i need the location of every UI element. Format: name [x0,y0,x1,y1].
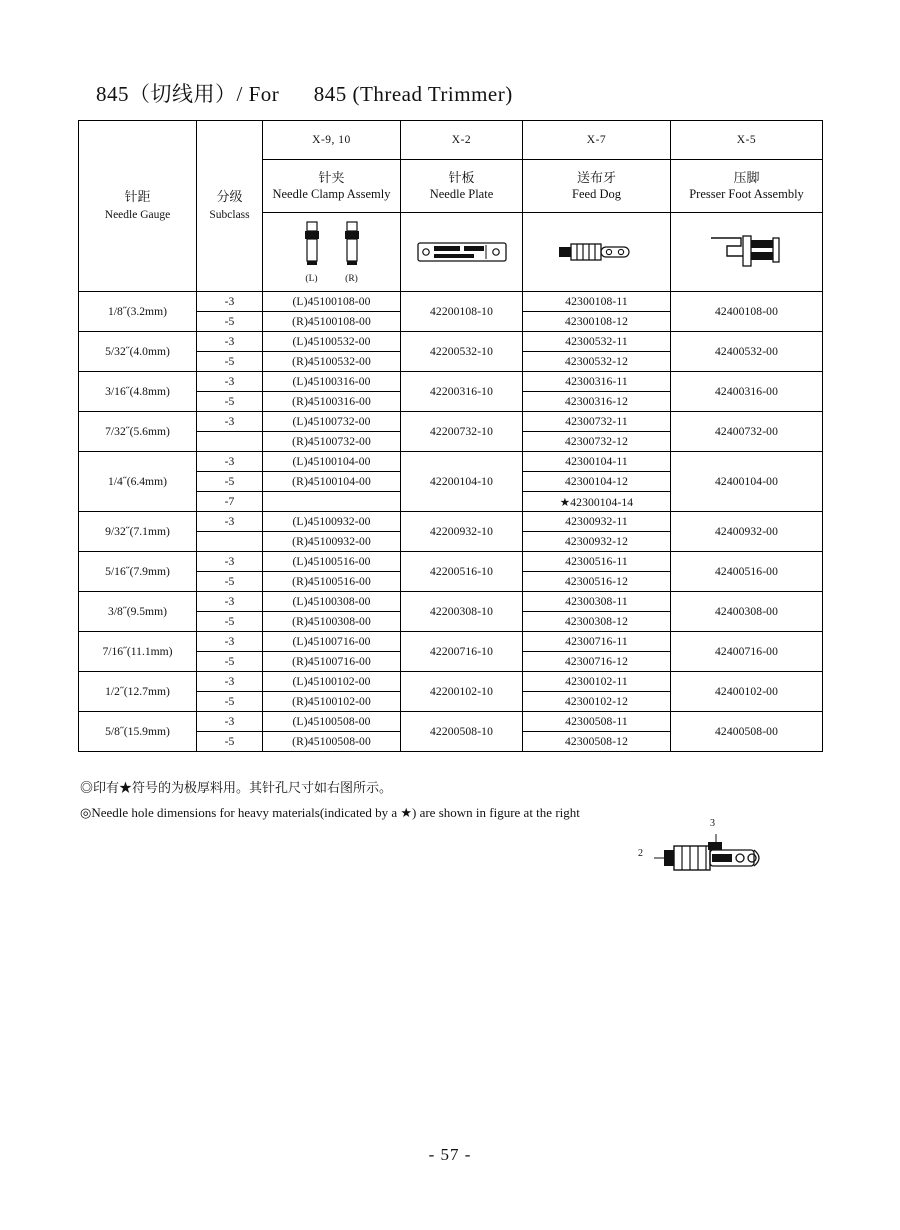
cell-presser-foot: 42400716-00 [671,632,823,672]
notes-block [80,776,840,825]
header-presser-foot-cn: 压脚 [733,169,760,185]
table-row [79,332,823,352]
needle-plate-icon [416,237,508,267]
page-number: - 57 - [428,1145,472,1164]
presser-foot-icon [707,232,787,272]
cell-feed-dog: 42300108-12 [523,312,671,332]
cell-subclass: -3 [197,712,263,732]
needle-clamp-right-label: (R) [345,274,358,284]
cell-subclass: -3 [197,412,263,432]
cell-needle-clamp: (L)45100108-00 [263,292,401,312]
cell-needle-clamp: (L)45100516-00 [263,552,401,572]
header-subclass-cn: 分级 [216,189,243,205]
cell-needle-clamp: (R)45100932-00 [263,532,401,552]
cell-needle-clamp: (R)45100516-00 [263,572,401,592]
cell-subclass: -5 [197,692,263,712]
cell-needle-clamp: (L)45100316-00 [263,372,401,392]
cell-subclass: -5 [197,472,263,492]
cell-feed-dog: 42300316-11 [523,372,671,392]
cell-presser-foot: 42400308-00 [671,592,823,632]
table-row [79,632,823,652]
cell-needle-plate: 42200102-10 [401,672,523,712]
cell-presser-foot: 42400532-00 [671,332,823,372]
cell-gauge: 7/16˝(11.1mm) [79,632,197,672]
cell-gauge: 5/32˝(4.0mm) [79,332,197,372]
cell-needle-clamp: (R)45100732-00 [263,432,401,452]
cell-gauge: 7/32˝(5.6mm) [79,412,197,452]
table-row [79,672,823,692]
note-en: ◎Needle hole dimensions for heavy materials(indicated by a ★) are shown in figure at the right [80,804,580,820]
header-needle-gauge-cn: 针距 [124,189,151,205]
cell-subclass [197,532,263,552]
table-header-code-row [79,121,823,160]
cell-subclass: -5 [197,392,263,412]
figure-label-2: 2 [638,848,643,859]
cell-gauge: 1/2˝(12.7mm) [79,672,197,712]
cell-needle-clamp: (R)45100532-00 [263,352,401,372]
header-needle-gauge [79,121,197,292]
table-row [79,592,823,612]
cell-needle-clamp: (L)45100104-00 [263,452,401,472]
figure-label-3: 3 [710,818,715,829]
cell-presser-foot: 42400508-00 [671,712,823,752]
cell-needle-plate: 42200732-10 [401,412,523,452]
cell-presser-foot: 42400732-00 [671,412,823,452]
cell-feed-dog: 42300508-12 [523,732,671,752]
header-feed-dog-cn: 送布牙 [576,169,616,185]
header-subclass-en: Subclass [209,209,250,222]
cell-feed-dog: 42300516-11 [523,552,671,572]
cell-needle-clamp: (L)45100932-00 [263,512,401,532]
cell-presser-foot: 42400316-00 [671,372,823,412]
header-code-x910: X-9, 10 [263,121,401,160]
table-row [79,412,823,432]
cell-needle-clamp: (L)45100102-00 [263,672,401,692]
cell-gauge: 5/16˝(7.9mm) [79,552,197,592]
header-presser-foot [671,160,823,213]
cell-feed-dog: 42300732-12 [523,432,671,452]
cell-feed-dog: 42300932-11 [523,512,671,532]
cell-feed-dog: 42300102-11 [523,672,671,692]
feed-dog-image-cell [523,213,671,292]
cell-needle-clamp: (L)45100308-00 [263,592,401,612]
cell-needle-plate: 42200932-10 [401,512,523,552]
cell-needle-clamp: (L)45100716-00 [263,632,401,652]
cell-feed-dog: 42300716-12 [523,652,671,672]
cell-needle-plate: 42200516-10 [401,552,523,592]
cell-feed-dog: 42300732-11 [523,412,671,432]
header-feed-dog [523,160,671,213]
cell-needle-plate: 42200316-10 [401,372,523,412]
needle-hole-diagram-icon [650,832,780,892]
cell-subclass: -5 [197,732,263,752]
cell-subclass: -5 [197,312,263,332]
cell-presser-foot: 42400102-00 [671,672,823,712]
header-code-x5: X-5 [671,121,823,160]
table-row [79,512,823,532]
cell-subclass: -5 [197,352,263,372]
needle-clamp-left-label: (L) [305,274,318,284]
cell-gauge: 1/4˝(6.4mm) [79,452,197,512]
note-cn: ◎印有★符号的为极厚料用。其针孔尺寸如右图所示。 [80,780,393,795]
cell-needle-clamp [263,492,401,512]
cell-gauge: 5/8˝(15.9mm) [79,712,197,752]
cell-subclass [197,432,263,452]
cell-subclass: -3 [197,632,263,652]
needle-clamp-icon [301,220,363,284]
cell-subclass: -3 [197,332,263,352]
header-presser-foot-en: Presser Foot Assembly [689,187,804,202]
cell-presser-foot: 42400516-00 [671,552,823,592]
page-title: 845（切线用）/ For 845 (Thread Trimmer) [96,82,513,106]
cell-feed-dog: 42300308-12 [523,612,671,632]
cell-presser-foot: 42400932-00 [671,512,823,552]
header-code-x2: X-2 [401,121,523,160]
presser-foot-image-cell [671,213,823,292]
table-row [79,292,823,312]
cell-gauge: 9/32˝(7.1mm) [79,512,197,552]
cell-feed-dog: 42300716-11 [523,632,671,652]
cell-feed-dog: 42300532-12 [523,352,671,372]
cell-needle-clamp: (R)45100308-00 [263,612,401,632]
table-row [79,452,823,472]
needle-clamp-left-icon [301,220,323,274]
header-needle-clamp [263,160,401,213]
cell-subclass: -3 [197,292,263,312]
cell-feed-dog: 42300102-12 [523,692,671,712]
needle-plate-image-cell [401,213,523,292]
cell-subclass: -3 [197,552,263,572]
parts-table [78,120,823,752]
cell-needle-clamp: (L)45100532-00 [263,332,401,352]
cell-needle-plate: 42200308-10 [401,592,523,632]
table-row [79,372,823,392]
header-needle-clamp-en: Needle Clamp Assemly [272,187,391,202]
cell-subclass: -7 [197,492,263,512]
feed-dog-icon [557,238,637,266]
header-code-x7: X-7 [523,121,671,160]
needle-clamp-right-icon [341,220,363,274]
cell-subclass: -5 [197,612,263,632]
cell-feed-dog: 42300308-11 [523,592,671,612]
cell-needle-plate: 42200532-10 [401,332,523,372]
cell-feed-dog: 42300508-11 [523,712,671,732]
cell-needle-plate: 42200104-10 [401,452,523,512]
header-needle-clamp-cn: 针夹 [318,169,345,185]
header-subclass [197,121,263,292]
cell-subclass: -3 [197,592,263,612]
cell-feed-dog: 42300108-11 [523,292,671,312]
cell-needle-clamp: (L)45100508-00 [263,712,401,732]
cell-needle-clamp: (R)45100102-00 [263,692,401,712]
cell-presser-foot: 42400104-00 [671,452,823,512]
cell-presser-foot: 42400108-00 [671,292,823,332]
cell-gauge: 3/16˝(4.8mm) [79,372,197,412]
cell-needle-clamp: (L)45100732-00 [263,412,401,432]
cell-subclass: -5 [197,572,263,592]
header-needle-gauge-en: Needle Gauge [104,209,171,222]
cell-subclass: -3 [197,512,263,532]
cell-feed-dog: 42300516-12 [523,572,671,592]
header-needle-plate-en: Needle Plate [429,187,494,202]
header-needle-plate-cn: 针板 [448,169,475,185]
cell-feed-dog: 42300932-12 [523,532,671,552]
header-needle-plate [401,160,523,213]
table-row [79,712,823,732]
needle-hole-figure [640,820,790,895]
cell-needle-clamp: (R)45100104-00 [263,472,401,492]
table-row [79,552,823,572]
cell-needle-plate: 42200108-10 [401,292,523,332]
cell-feed-dog: 42300532-11 [523,332,671,352]
cell-needle-plate: 42200508-10 [401,712,523,752]
cell-needle-clamp: (R)45100316-00 [263,392,401,412]
cell-needle-clamp: (R)45100508-00 [263,732,401,752]
needle-clamp-image-cell [263,213,401,292]
cell-subclass: -3 [197,372,263,392]
cell-feed-dog: 42300316-12 [523,392,671,412]
cell-needle-clamp: (R)45100108-00 [263,312,401,332]
cell-feed-dog: ★42300104-14 [523,492,671,512]
header-feed-dog-en: Feed Dog [572,187,621,202]
cell-feed-dog: 42300104-12 [523,472,671,492]
cell-gauge: 1/8˝(3.2mm) [79,292,197,332]
cell-subclass: -3 [197,672,263,692]
cell-needle-clamp: (R)45100716-00 [263,652,401,672]
cell-subclass: -3 [197,452,263,472]
cell-subclass: -5 [197,652,263,672]
cell-feed-dog: 42300104-11 [523,452,671,472]
cell-needle-plate: 42200716-10 [401,632,523,672]
cell-gauge: 3/8˝(9.5mm) [79,592,197,632]
